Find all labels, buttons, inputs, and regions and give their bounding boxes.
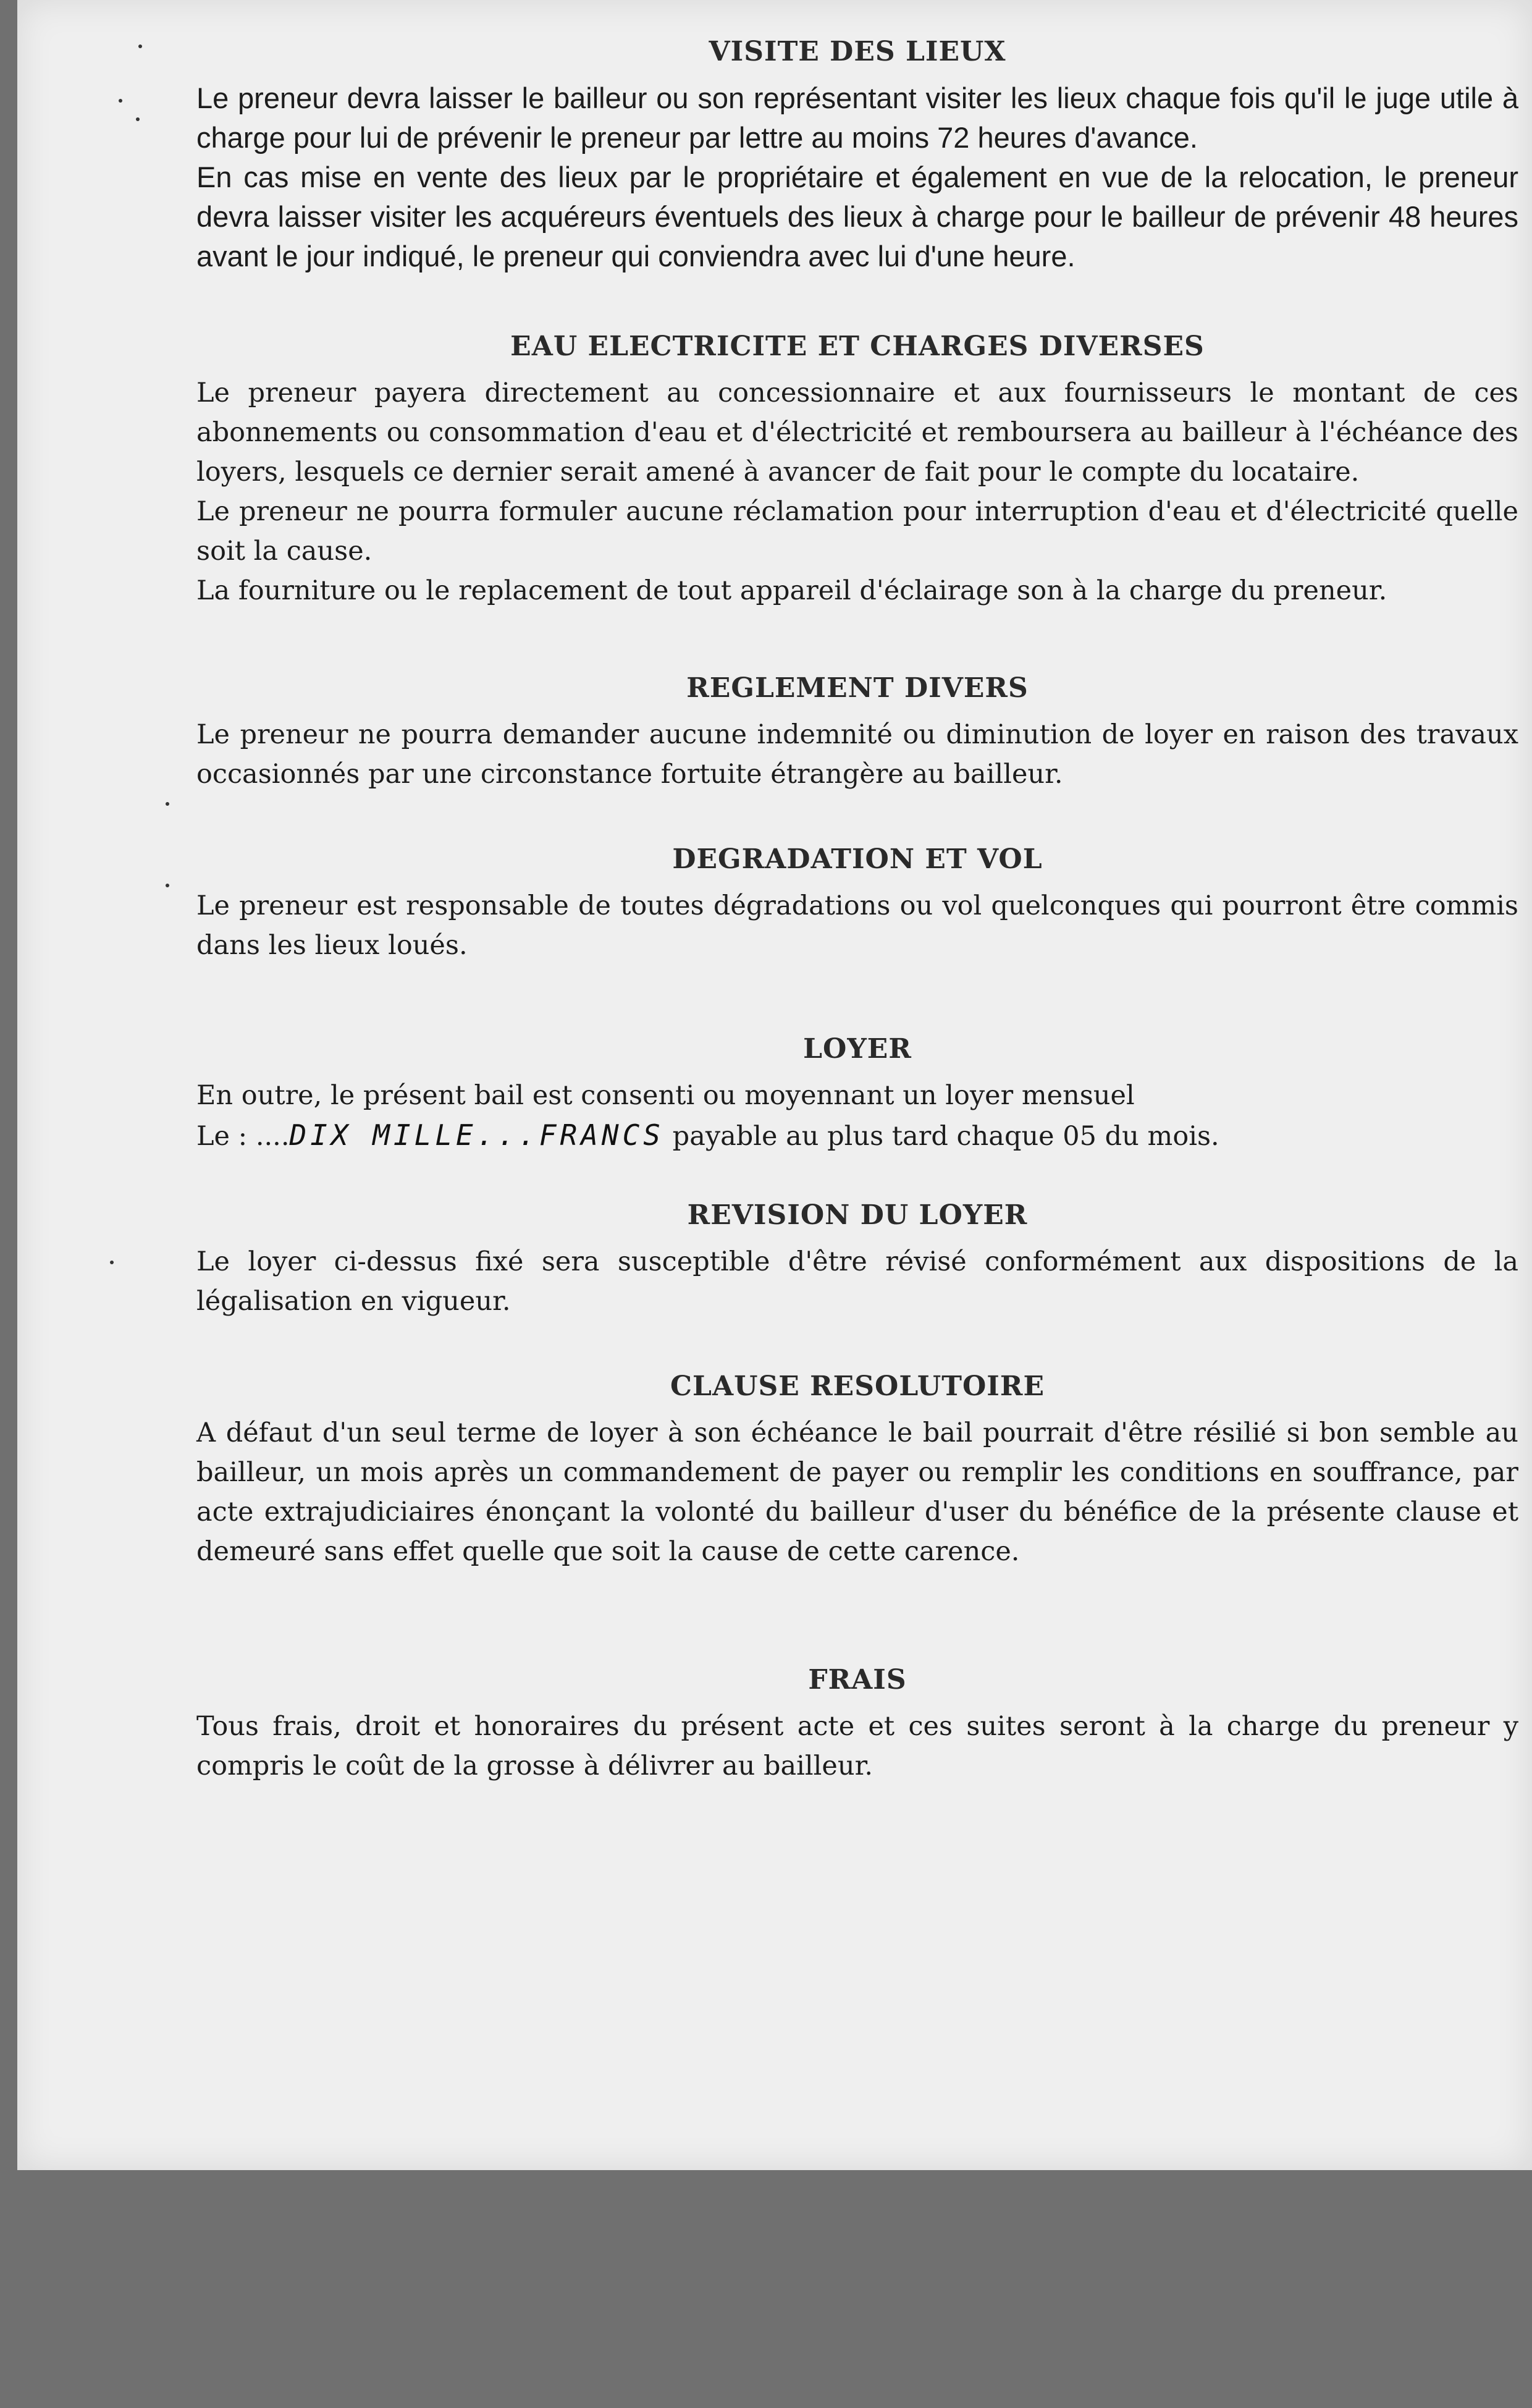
- document-page: [17, 0, 1532, 2170]
- paragraph: Tous frais, droit et honoraires du présent acte et ces suites seront à la charge du preneur y compris le coût de la grosse à délivrer au bailleur.: [196, 1711, 1518, 1781]
- paragraph: Le preneur ne pourra demander aucune indemnité ou diminution de loyer en raison des travaux occasionnés par une circonstance fortuite étrangère au bailleur.: [196, 719, 1518, 790]
- section-title: VISITE DES LIEUX: [709, 36, 1006, 67]
- rent-prefix: Le : ....: [196, 1121, 290, 1152]
- document-body: [196, 36, 1518, 1786]
- handwritten-rent-amount: DIX MILLE...FRANCS: [289, 1118, 664, 1152]
- section-title: REVISION DU LOYER: [687, 1199, 1028, 1231]
- section-title: DEGRADATION ET VOL: [672, 843, 1043, 875]
- scan-speck: [119, 99, 122, 103]
- section-title: EAU ELECTRICITE ET CHARGES DIVERSES: [510, 331, 1205, 362]
- section-clause-resolutoire: [196, 1371, 1518, 1571]
- scan-speck: [166, 802, 169, 806]
- section-loyer: [196, 1033, 1518, 1156]
- paragraph: Le preneur devra laisser le bailleur ou son représentant visiter les lieux chaque fois qu'il le juge utile à charge pour lui de prévenir le preneur par lettre au moins 72 heures d'avance.: [196, 82, 1518, 154]
- scan-speck: [166, 884, 169, 887]
- section-title: FRAIS: [808, 1664, 907, 1696]
- paragraph: En outre, le présent bail est consenti ou moyennant un loyer mensuel: [196, 1080, 1135, 1111]
- paragraph: La fourniture ou le replacement de tout appareil d'éclairage son à la charge du preneur.: [196, 575, 1387, 606]
- section-title: CLAUSE RESOLUTOIRE: [670, 1371, 1045, 1402]
- paragraph: Le preneur payera directement au concessionnaire et aux fournisseurs le montant de ces abonnements ou consommation d'eau et d'électricité et remboursera au bailleur à l'échéance des loyers, lesquels ce dernier serait amené à avancer de fait pour le compte du locataire.: [196, 378, 1518, 488]
- section-reglement-divers: [196, 672, 1518, 794]
- paragraph: Le preneur ne pourra formuler aucune réclamation pour interruption d'eau et d'électricité quelle soit la cause.: [196, 496, 1518, 567]
- section-eau-electricite: [196, 331, 1518, 610]
- section-title: REGLEMENT DIVERS: [686, 672, 1029, 704]
- scan-speck: [138, 44, 142, 48]
- section-title: LOYER: [803, 1033, 912, 1065]
- section-frais: [196, 1664, 1518, 1786]
- paragraph: A défaut d'un seul terme de loyer à son échéance le bail pourrait d'être résilié si bon semble au bailleur, un mois après un commandement de payer ou remplir les conditions en souffrance, par acte extrajudiciaires énonçant la volonté du bailleur d'user du bénéfice de la présente clause et demeuré sans effet quelle que soit la cause de cette carence.: [196, 1417, 1518, 1567]
- scan-speck: [136, 117, 140, 121]
- paragraph: En cas mise en vente des lieux par le propriétaire et également en vue de la relocation, le preneur devra laisser visiter les acquéreurs éventuels des lieux à charge pour le bailleur de prévenir 48 heures avant le jour indiqué, le preneur qui conviendra avec lui d'une heure.: [196, 161, 1518, 272]
- paragraph: Le loyer ci-dessus fixé sera susceptible d'être révisé conformément aux dispositions de la légalisation en vigueur.: [196, 1246, 1518, 1317]
- section-degradation-vol: [196, 843, 1518, 965]
- section-revision-loyer: [196, 1199, 1518, 1321]
- scan-speck: [110, 1261, 114, 1264]
- rent-amount-line: [196, 1115, 1518, 1156]
- section-visite-des-lieux: [196, 36, 1518, 276]
- rent-suffix: payable au plus tard chaque 05 du mois.: [664, 1121, 1219, 1152]
- paragraph: Le preneur est responsable de toutes dégradations ou vol quelconques qui pourront être commis dans les lieux loués.: [196, 890, 1518, 961]
